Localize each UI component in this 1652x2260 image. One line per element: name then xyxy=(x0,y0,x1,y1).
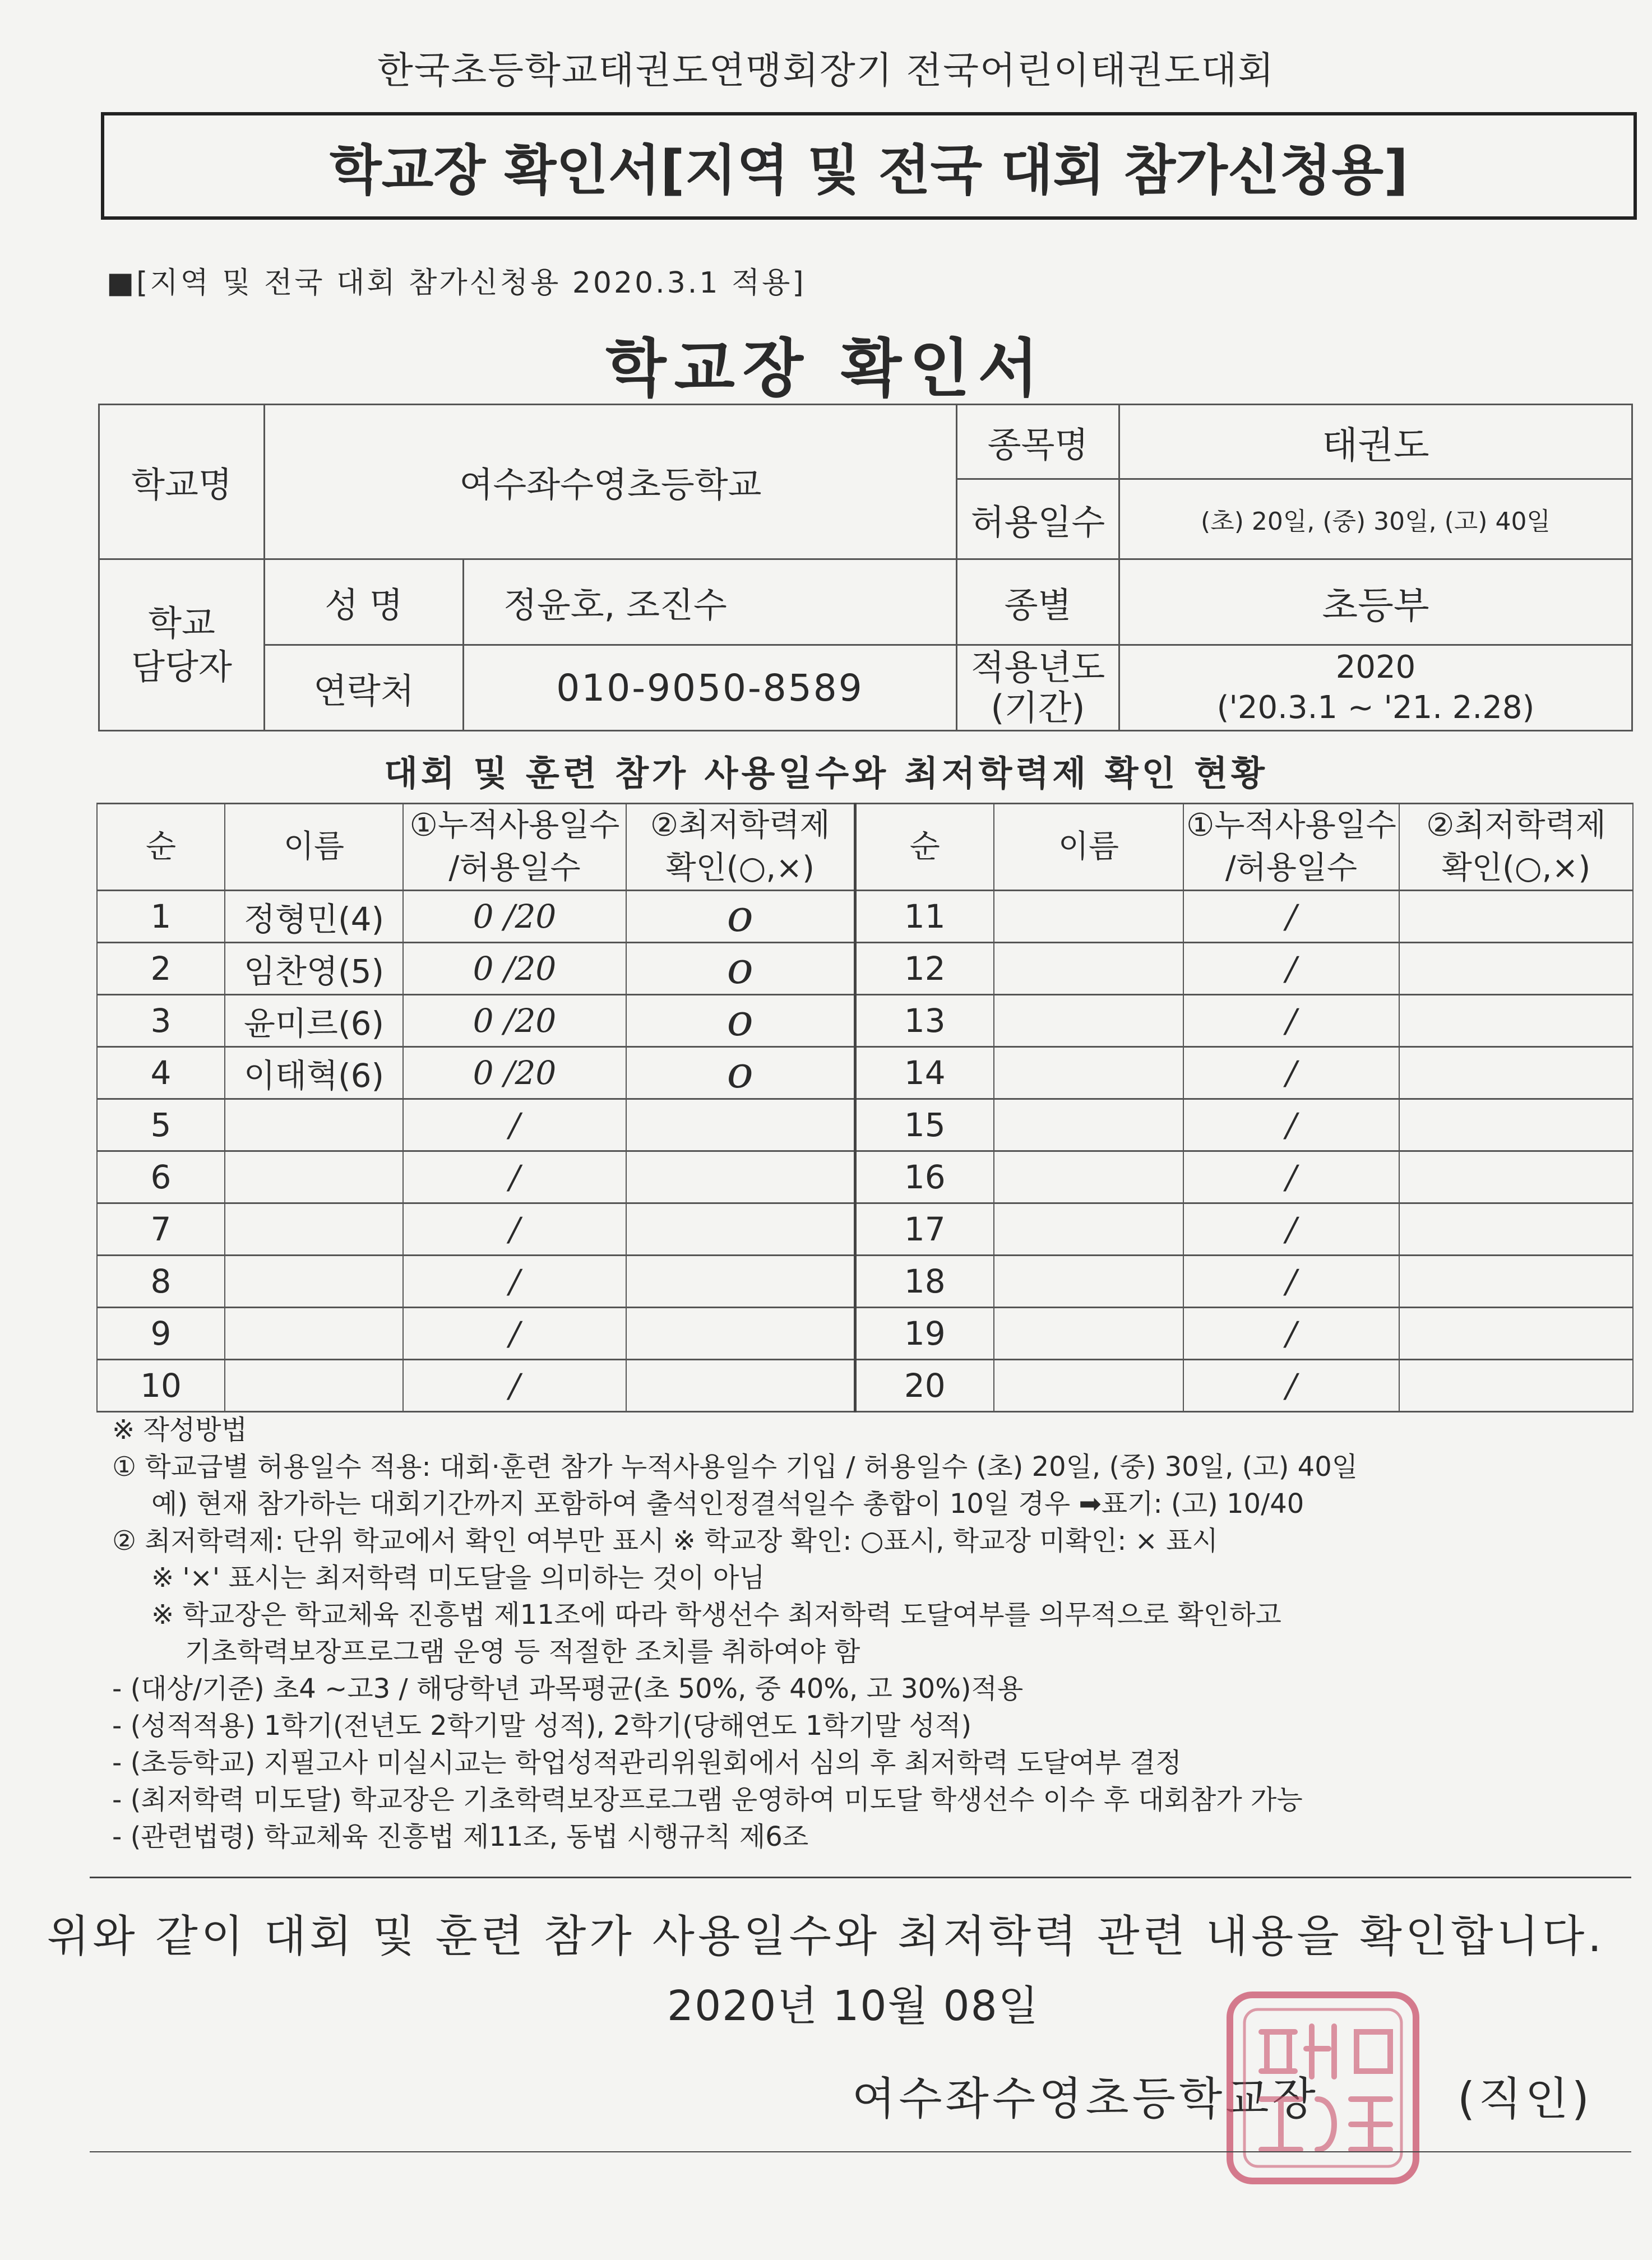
row-days: / xyxy=(403,1099,626,1151)
row-name xyxy=(994,943,1183,995)
section-title: 대회 및 훈련 참가 사용일수와 최저학력제 확인 현황 xyxy=(384,753,1268,794)
category-value: 초등부 xyxy=(1119,559,1632,645)
row-check xyxy=(626,1308,855,1360)
manager-name-value: 정윤호, 조진수 xyxy=(464,559,957,645)
row-name xyxy=(994,1151,1183,1203)
row-check xyxy=(1399,1099,1633,1151)
header-no: 순 xyxy=(855,804,994,891)
school-info-table xyxy=(98,404,1633,731)
row-days: 0 /20 xyxy=(403,891,626,943)
row-days: / xyxy=(1183,1047,1399,1099)
row-name xyxy=(994,995,1183,1047)
category-label: 종별 xyxy=(957,559,1119,645)
row-no: 3 xyxy=(97,995,225,1047)
note-4: ※ 학교장은 학교체육 진흥법 제11조에 따라 학생선수 최저학력 도달여부를 의무적으로 확인하고 xyxy=(151,1599,1281,1631)
row-name xyxy=(225,1203,403,1256)
note-1-example: 예) 현재 참가하는 대회기간까지 포함하여 출석인정결석일수 총합이 10일 경우 ➡표기: (고) 10/40 xyxy=(151,1488,1304,1520)
row-no: 12 xyxy=(855,943,994,995)
row-days: / xyxy=(403,1151,626,1203)
row-name: 임찬영(5) xyxy=(225,943,403,995)
row-days: 0 /20 xyxy=(403,1047,626,1099)
table-row xyxy=(97,1203,1633,1256)
row-check xyxy=(1399,1360,1633,1412)
year-label: 적용년도 (기간) xyxy=(957,645,1119,731)
note-2: ② 최저학력제: 단위 학교에서 확인 여부만 표시 ※ 학교장 확인: ○표시, 학교장 미확인: × 표시 xyxy=(112,1525,1218,1557)
row-name xyxy=(225,1099,403,1151)
row-check xyxy=(1399,1203,1633,1256)
table-row xyxy=(97,1360,1633,1412)
row-name xyxy=(994,1203,1183,1256)
row-check: o xyxy=(626,1047,855,1099)
detail-3: - (초등학교) 지필고사 미실시교는 학업성적관리위원회에서 심의 후 최저학력 도달여부 결정 xyxy=(112,1747,1182,1779)
row-days: / xyxy=(1183,891,1399,943)
row-check xyxy=(1399,995,1633,1047)
header-check: ②최저학력제 확인(○,×) xyxy=(1399,804,1633,891)
row-no: 11 xyxy=(855,891,994,943)
row-name xyxy=(994,1047,1183,1099)
row-days: 0 /20 xyxy=(403,943,626,995)
row-check xyxy=(1399,1151,1633,1203)
allowed-days-value: (초) 20일, (중) 30일, (고) 40일 xyxy=(1119,479,1632,559)
row-no: 10 xyxy=(97,1360,225,1412)
row-days: / xyxy=(1183,1308,1399,1360)
row-days: / xyxy=(1183,1099,1399,1151)
detail-4: - (최저학력 미도달) 학교장은 기초학력보장프로그램 운영하여 미도달 학생선수 이수 후 대회참가 가능 xyxy=(112,1784,1303,1816)
row-name xyxy=(225,1256,403,1308)
header-name: 이름 xyxy=(225,804,403,891)
table-row xyxy=(97,943,1633,995)
row-no: 20 xyxy=(855,1360,994,1412)
row-check xyxy=(626,1099,855,1151)
header-name: 이름 xyxy=(994,804,1183,891)
contact-label: 연락처 xyxy=(265,645,464,731)
row-check xyxy=(626,1151,855,1203)
row-days: / xyxy=(1183,1203,1399,1256)
row-check xyxy=(1399,891,1633,943)
row-days: / xyxy=(403,1360,626,1412)
row-check xyxy=(1399,1047,1633,1099)
row-no: 15 xyxy=(855,1099,994,1151)
row-name xyxy=(994,1360,1183,1412)
row-days: / xyxy=(1183,995,1399,1047)
official-seal-stamp xyxy=(1222,1987,1424,2189)
row-check xyxy=(1399,943,1633,995)
detail-5: - (관련법령) 학교체육 진흥법 제11조, 동법 시행규칙 제6조 xyxy=(112,1821,809,1853)
table-row xyxy=(97,891,1633,943)
writing-instructions xyxy=(112,1411,1637,1855)
row-check: o xyxy=(626,995,855,1047)
divider-line xyxy=(90,1877,1631,1878)
row-no: 1 xyxy=(97,891,225,943)
detail-2: - (성적적용) 1학기(전년도 2학기말 성적), 2학기(당해연도 1학기말 성적) xyxy=(112,1710,972,1742)
notes-heading: ※ 작성방법 xyxy=(112,1414,247,1446)
school-name-value: 여수좌수영초등학교 xyxy=(265,405,957,559)
confirmation-statement: 위와 같이 대회 및 훈련 참가 사용일수와 최저학력 관련 내용을 확인합니다. xyxy=(47,1911,1605,1962)
header-check: ②최저학력제 확인(○,×) xyxy=(626,804,855,891)
document-title: 학교장 확인서 xyxy=(605,332,1047,405)
row-check: o xyxy=(626,891,855,943)
row-no: 4 xyxy=(97,1047,225,1099)
row-name xyxy=(994,1099,1183,1151)
table-row xyxy=(97,1099,1633,1151)
row-name xyxy=(994,1308,1183,1360)
manager-name-label: 성 명 xyxy=(265,559,464,645)
table-row xyxy=(97,1256,1633,1308)
confirmation-date: 2020년 10월 08일 xyxy=(667,1982,1040,2030)
row-no: 2 xyxy=(97,943,225,995)
detail-1: - (대상/기준) 초4 ~고3 / 해당학년 과목평균(초 50%, 중 40%, 고 30%)적용 xyxy=(112,1673,1024,1705)
table-row xyxy=(97,995,1633,1047)
row-no: 8 xyxy=(97,1256,225,1308)
manager-label: 학교 담당자 xyxy=(99,559,265,731)
event-value: 태권도 xyxy=(1119,405,1632,479)
header-no: 순 xyxy=(97,804,225,891)
row-name xyxy=(225,1360,403,1412)
bottom-line xyxy=(90,2151,1631,2152)
table-row xyxy=(97,1308,1633,1360)
row-days: / xyxy=(1183,943,1399,995)
row-no: 19 xyxy=(855,1308,994,1360)
principal-title: 여수좌수영초등학교장 xyxy=(852,2073,1319,2125)
row-days: / xyxy=(403,1256,626,1308)
allowed-days-label: 허용일수 xyxy=(957,479,1119,559)
row-check: o xyxy=(626,943,855,995)
table-row xyxy=(97,1151,1633,1203)
row-days: / xyxy=(403,1308,626,1360)
row-name xyxy=(225,1308,403,1360)
row-check xyxy=(1399,1256,1633,1308)
row-name: 이태혁(6) xyxy=(225,1047,403,1099)
row-no: 17 xyxy=(855,1203,994,1256)
row-no: 14 xyxy=(855,1047,994,1099)
row-check xyxy=(1399,1308,1633,1360)
row-name xyxy=(994,891,1183,943)
note-4-cont: 기초학력보장프로그램 운영 등 적절한 조치를 취하여야 함 xyxy=(185,1636,860,1668)
row-name xyxy=(994,1256,1183,1308)
row-no: 5 xyxy=(97,1099,225,1151)
year-value: 2020 ('20.3.1 ~ '21. 2.28) xyxy=(1119,645,1632,731)
row-no: 9 xyxy=(97,1308,225,1360)
row-days: / xyxy=(1183,1256,1399,1308)
row-name: 정형민(4) xyxy=(225,891,403,943)
row-check xyxy=(626,1203,855,1256)
row-no: 16 xyxy=(855,1151,994,1203)
form-subtitle: ■[지역 및 전국 대회 참가신청용 2020.3.1 적용] xyxy=(107,266,806,300)
note-1: ① 학교급별 허용일수 적용: 대회·훈련 참가 누적사용일수 기입 / 허용일수 (초) 20일, (중) 30일, (고) 40일 xyxy=(112,1451,1358,1483)
row-days: / xyxy=(1183,1360,1399,1412)
competition-title: 한국초등학교태권도연맹회장기 전국어린이태권도대회 xyxy=(377,49,1275,92)
row-name: 윤미르(6) xyxy=(225,995,403,1047)
table-row xyxy=(97,1047,1633,1099)
seal-label: (직인) xyxy=(1457,2073,1593,2125)
row-days: / xyxy=(1183,1151,1399,1203)
row-no: 18 xyxy=(855,1256,994,1308)
contact-value: 010-9050-8589 xyxy=(464,645,957,731)
form-title-box: 학교장 확인서[지역 및 전국 대회 참가신청용] xyxy=(101,112,1637,220)
row-no: 6 xyxy=(97,1151,225,1203)
participation-table xyxy=(96,803,1634,1412)
row-days: 0 /20 xyxy=(403,995,626,1047)
row-check xyxy=(626,1256,855,1308)
school-name-label: 학교명 xyxy=(99,405,265,559)
row-no: 7 xyxy=(97,1203,225,1256)
header-days: ①누적사용일수 /허용일수 xyxy=(403,804,626,891)
note-3: ※ '×' 표시는 최저학력 미도달을 의미하는 것이 아님 xyxy=(151,1562,765,1594)
event-label: 종목명 xyxy=(957,405,1119,479)
header-days: ①누적사용일수 /허용일수 xyxy=(1183,804,1399,891)
row-check xyxy=(626,1360,855,1412)
row-no: 13 xyxy=(855,995,994,1047)
row-name xyxy=(225,1151,403,1203)
row-days: / xyxy=(403,1203,626,1256)
